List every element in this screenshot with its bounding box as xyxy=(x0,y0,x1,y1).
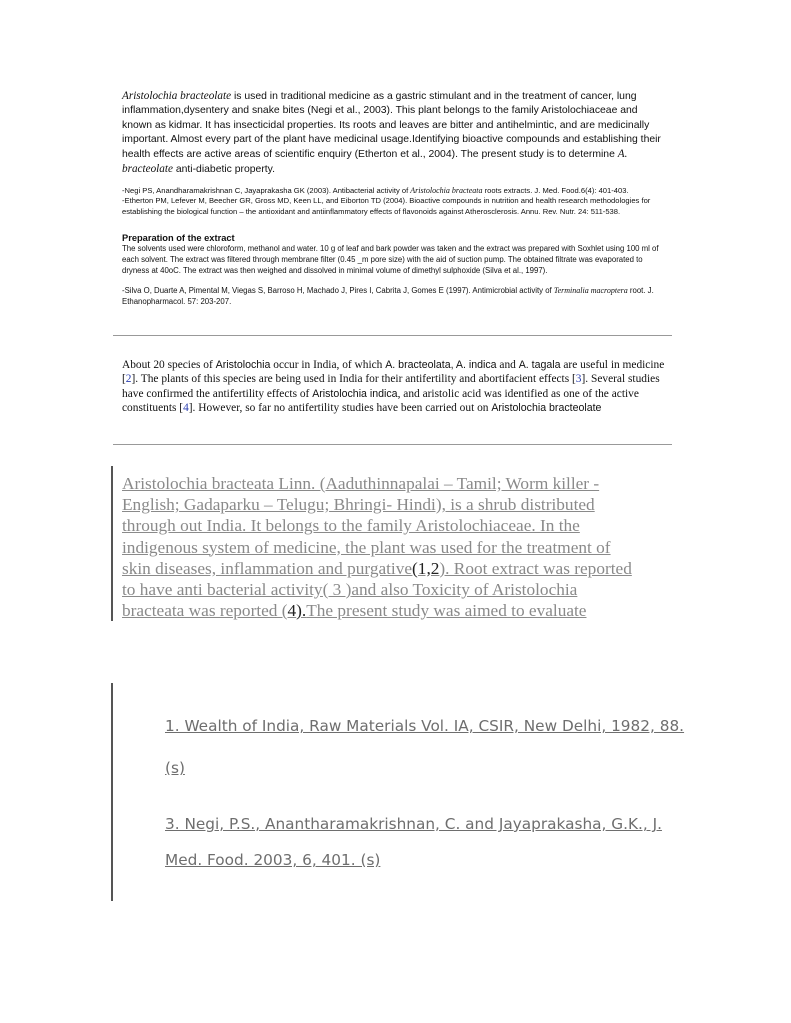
text-run: The present study was aimed to evaluate xyxy=(306,601,587,621)
reference-item-cont: Med. Food. 2003, 6, 401. (s) xyxy=(165,851,381,869)
intro-paragraph xyxy=(122,89,670,178)
text-run: About 20 species of xyxy=(122,359,216,371)
extract-preparation-section xyxy=(122,232,670,308)
text-run: Aristolochia bracteata Linn. (Aaduthinnapalai – Tamil; Worm killer - English; Gadaparku – Telugu; Bhringi- Hindi), is a shrub distributed through out India. It belongs to the family Aristolochiaceae. In the indigenous system of medicine, the plant was used for the treatment of skin diseases, inflammation and purgative xyxy=(122,474,611,578)
reference-item-cont: (s) xyxy=(165,759,185,777)
ref-silva-b: root. J. Ethanopharmacol. 57: 203-207. xyxy=(122,286,654,307)
text-run: are useful in medicine [ xyxy=(122,359,665,386)
citation-link[interactable]: 4 xyxy=(183,402,189,415)
ref-negi-italic: Aristolochia bracteata xyxy=(410,185,483,195)
ref-negi-a: -Negi PS, Anandharamakrishnan C, Jayaprakasha GK (2003). Antibacterial activity of xyxy=(122,185,411,195)
citation-link[interactable]: 3 xyxy=(575,373,582,386)
tracked-change-paragraph xyxy=(122,473,642,621)
extract-reference xyxy=(122,286,670,308)
divider-line xyxy=(113,444,672,445)
intro-text-a: is used in traditional medicine as a gastric stimulant and in the treatment of cancer, lung inflammation,dysentery and snake bites (Negi et al., 2003). This plant belongs to the family Aristolochiaceae and known as kidmar. It has insecticidal properties. Its roots and leaves are bitter and antihelmintic, and are medicinally important. Almost every part of the plant have medicinal usage.Identifying bioactive compounds and establishing their health effects are active areas of scientific enquiry (Etherton et al., 2004). The present study is to determine xyxy=(122,91,661,161)
species-name: Aristolochia bracteolate xyxy=(122,90,232,102)
species-name: Aristolochia xyxy=(215,359,271,371)
citation-text: 4 xyxy=(287,601,297,621)
ref-silva-italic: Terminalia macroptera xyxy=(553,286,628,296)
species-name: Aristolochia bracteolate xyxy=(491,402,602,415)
species-name: Aristolochia indica xyxy=(312,387,398,400)
text-run: ). Root extract was reported to have anti bacterial activity xyxy=(122,558,632,600)
citation-text: ( 3 ) xyxy=(322,580,352,600)
ref-negi-b: roots extracts. J. Med. Food.6(4): 401-403. xyxy=(482,185,629,195)
text-run: ]. However, so far no antifertility studies have been carried out on xyxy=(188,402,492,415)
species-name: A. bracteolata, A. indica xyxy=(385,359,497,371)
text-run: ]. The plants of this species are being used in India for their antifertility and abortifacient effects [ xyxy=(131,373,576,386)
citation-link[interactable]: 2 xyxy=(125,373,132,386)
ref-etherton: -Etherton PM, Lefever M, Beecher GR, Gross MD, Keen LL, and Eiborton TD (2004). Bioactive compounds in nutrition and health research methodologies for establishing the biological function – the antioxidant and antiinflammatory effects of flavonoids against Atherosclerosis. Annu. Rev. Nutr. 24: 511-538. xyxy=(122,196,651,216)
species-abbr: A. bracteolate xyxy=(122,148,628,176)
species-name: A. tagala xyxy=(518,359,561,371)
tracked-paragraph xyxy=(122,473,642,621)
ref-silva-a: -Silva O, Duarte A, Pimental M, Viegas S, Barroso H, Machado J, Pires I, Cabrita J, Gomes E (1997). Antimicrobial activity of xyxy=(122,286,554,296)
revision-bar xyxy=(111,683,113,901)
reference-item: 3. Negi, P.S., Anantharamakrishnan, C. and Jayaprakasha, G.K., J. xyxy=(165,815,662,833)
intro-text-b: anti-diabetic property. xyxy=(172,164,275,176)
text-run: and xyxy=(496,359,519,371)
species-paragraph-section xyxy=(122,358,670,416)
intro-section xyxy=(122,89,670,218)
text-run: and also Toxicity of Aristolochia bracteata was reported ( xyxy=(122,580,578,621)
section-heading: Preparation of the extract xyxy=(122,233,235,243)
intro-references xyxy=(122,186,670,218)
text-run: ]. Several studies have confirmed the antifertility effects of xyxy=(122,373,660,400)
extract-body: The solvents used were chloroform, methanol and water. 10 g of leaf and bark powder was taken and the extract was prepared with Soxhlet using 100 ml of each solvent. The extract was filtered through membrane filter (0.45 _m pore size) with the aid of suction pump. The obtained filtrate was evaporated to dryness at 40oC. The extract was then weighed and dissolved in minimal volume of dimethyl sulphoxide (Silva et al., 1997). xyxy=(122,244,659,275)
reference-item: 1. Wealth of India, Raw Materials Vol. IA, CSIR, New Delhi, 1982, 88. xyxy=(165,717,685,735)
text-run: ). xyxy=(296,601,307,621)
revision-bar xyxy=(111,466,113,621)
divider-line xyxy=(113,335,672,336)
text-run: occur in India, of which xyxy=(270,359,386,371)
species-paragraph xyxy=(122,358,670,416)
text-run: , and aristolic acid was identified as one of the active constituents [ xyxy=(122,387,639,415)
citation-text: (1,2 xyxy=(412,558,440,578)
